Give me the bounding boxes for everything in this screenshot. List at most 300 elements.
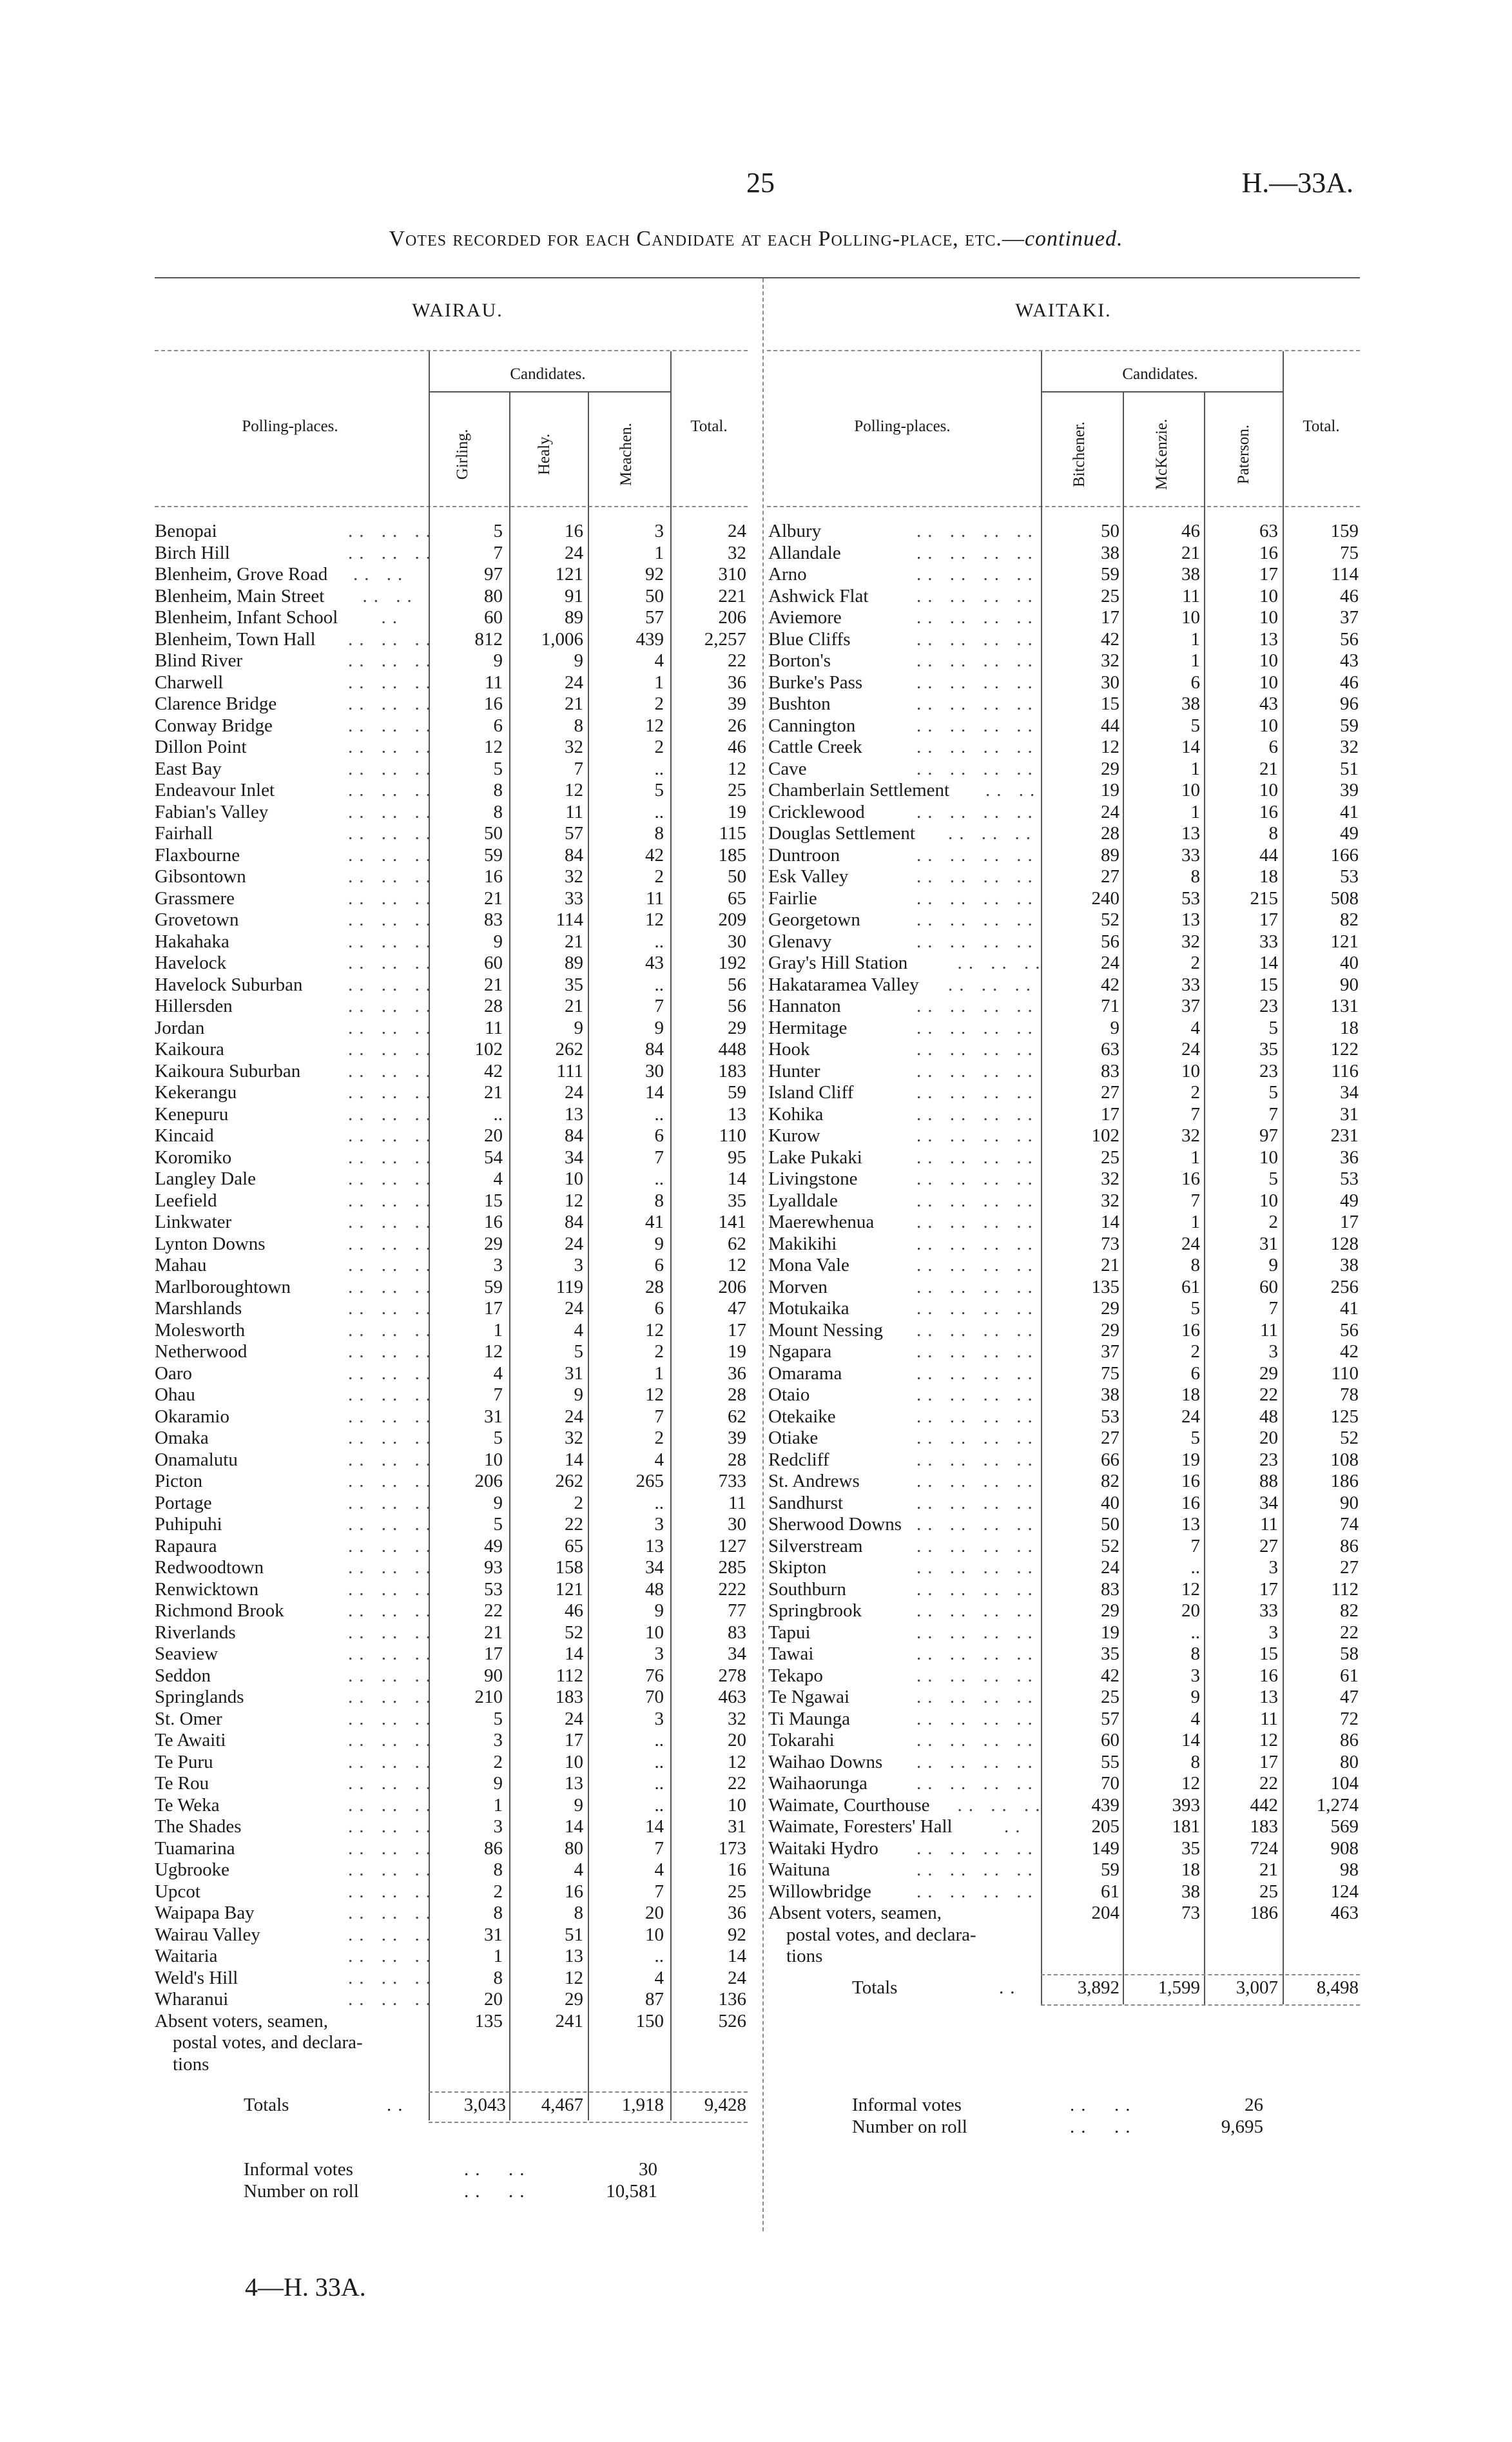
polling-place-name: Livingstone — [768, 1168, 858, 1189]
vote-cell: 8 — [1190, 1751, 1200, 1772]
vote-cell: 2 — [1190, 1341, 1200, 1362]
total-cell: 24 — [728, 521, 746, 541]
wairau-row — [155, 845, 748, 867]
vote-cell: 3 — [493, 1730, 503, 1750]
waitaki-row — [768, 780, 1361, 802]
vote-cell: 439 — [635, 628, 664, 650]
vote-cell: 35 — [1259, 1039, 1278, 1060]
leader-dots: .. .. .. .. — [916, 1492, 1039, 1513]
vote-cell: 90 — [484, 1665, 503, 1686]
wairau-polling-header: Polling-places. — [242, 418, 338, 435]
vote-cell: 2 — [574, 1492, 583, 1513]
vote-cell: 9 — [574, 1384, 583, 1405]
leader-dots: .. .. .. .. — [916, 996, 1039, 1016]
total-cell: 908 — [1330, 1837, 1359, 1859]
vote-cell: 28 — [645, 1276, 664, 1297]
vote-cell: 60 — [484, 607, 503, 628]
vote-cell: 44 — [1259, 844, 1278, 866]
leader-dots: .. .. — [362, 585, 418, 606]
vote-cell: 27 — [1259, 1535, 1278, 1556]
waitaki-row — [768, 1277, 1361, 1299]
vote-cell: 7 — [493, 1384, 503, 1405]
polling-place-name: Blue Cliffs — [768, 628, 851, 650]
vote-cell: 24 — [1101, 1557, 1119, 1578]
vote-cell: 2 — [1268, 1212, 1278, 1232]
wairau-row — [155, 1298, 748, 1320]
polling-place-name: St. Andrews — [768, 1471, 860, 1491]
vote-cell: 59 — [1101, 1859, 1119, 1880]
total-cell: 39 — [728, 1428, 746, 1448]
vote-cell: 20 — [484, 1989, 503, 2010]
total-cell: 56 — [728, 974, 746, 995]
vote-cell: 1 — [654, 542, 664, 563]
vote-cell: 8 — [654, 823, 664, 844]
vote-cell: 3 — [493, 1816, 503, 1837]
total-cell: 22 — [728, 1773, 746, 1794]
total-cell: 83 — [728, 1622, 746, 1643]
vote-cell: 9 — [493, 1492, 503, 1513]
leader-dots: .. .. .. — [348, 1578, 437, 1600]
waitaki-row — [768, 1234, 1361, 1255]
vote-cell: 50 — [484, 823, 503, 844]
leader-dots: .. .. .. .. — [916, 1557, 1039, 1578]
wairau-row — [155, 715, 748, 737]
vote-cell: 439 — [1091, 1794, 1119, 1816]
vote-cell: 25 — [1101, 1147, 1119, 1168]
leader-dots: .. .. .. .. — [916, 844, 1039, 866]
vote-cell: 158 — [555, 1557, 583, 1578]
vote-cell: .. — [654, 1730, 664, 1750]
leader-dots: .. .. .. — [348, 1471, 437, 1491]
vote-cell: 22 — [1259, 1384, 1278, 1405]
waitaki-totals-bottom-rule — [1041, 2004, 1360, 2006]
polling-place-name: Ngapara — [768, 1341, 832, 1362]
total-cell: 14 — [728, 1946, 746, 1966]
vote-cell: 1 — [1190, 801, 1200, 822]
polling-place-name: Marlboroughtown — [155, 1276, 291, 1297]
vote-cell: 5 — [1190, 715, 1200, 736]
polling-place-name: Otiake — [768, 1428, 819, 1448]
total-cell: 96 — [1340, 693, 1359, 714]
polling-place-name: Langley Dale — [155, 1168, 257, 1189]
vote-cell: 35 — [1181, 1837, 1200, 1859]
vote-cell: 1 — [1190, 1212, 1200, 1232]
total-cell: 95 — [728, 1147, 746, 1168]
vote-cell: 70 — [1101, 1773, 1119, 1794]
polling-place-name: Waituna — [768, 1859, 830, 1880]
waitaki-row — [768, 1730, 1361, 1752]
vote-cell: 11 — [565, 801, 583, 822]
total-cell: 75 — [1340, 542, 1359, 563]
polling-place-name: Flaxbourne — [155, 844, 240, 866]
leader-dots: .. .. .. — [348, 758, 437, 779]
leader-dots: .. .. .. — [348, 1255, 437, 1275]
wairau-row — [155, 543, 748, 565]
polling-place-name: Cave — [768, 758, 807, 779]
waitaki-row — [768, 1212, 1361, 1234]
total-cell: 78 — [1340, 1384, 1359, 1405]
vote-cell: 21 — [1181, 542, 1200, 563]
polling-place-name: Te Ngawai — [768, 1687, 849, 1707]
vote-cell: 5 — [493, 521, 503, 541]
vote-cell: 18 — [1259, 866, 1278, 887]
wairau-roll-value: 10,581 — [606, 2181, 657, 2202]
leader-dots: .. .. .. — [348, 1687, 437, 1707]
waitaki-row — [768, 1795, 1361, 1817]
polling-place-name: Borton's — [768, 650, 831, 671]
total-cell: 110 — [719, 1125, 746, 1146]
vote-cell: 206 — [474, 1471, 503, 1491]
vote-cell: 16 — [1181, 1168, 1200, 1189]
vote-cell: 59 — [484, 1276, 503, 1297]
vote-cell: 63 — [1101, 1039, 1119, 1060]
total-cell: 62 — [728, 1406, 746, 1427]
vote-cell: 24 — [565, 672, 583, 693]
polling-place-name: Allandale — [768, 542, 841, 563]
leader-dots: .. .. .. — [348, 974, 437, 995]
wairau-roll-label: Number on roll — [244, 2181, 359, 2202]
polling-place-name: Willowbridge — [768, 1881, 871, 1902]
leader-dots: .. .. .. — [348, 650, 437, 671]
vote-cell: 1,006 — [541, 628, 583, 650]
polling-place-name: Linkwater — [155, 1212, 232, 1232]
vote-cell: .. — [654, 758, 664, 779]
vote-cell: 31 — [484, 1406, 503, 1427]
total-cell: 121 — [1330, 931, 1359, 952]
vote-cell: 4 — [654, 1967, 664, 1988]
vote-cell: 3 — [574, 1255, 583, 1275]
vote-cell: 21 — [1101, 1255, 1119, 1275]
vote-cell: 7 — [1190, 1190, 1200, 1211]
vote-cell: 5 — [493, 1514, 503, 1535]
leader-dots: .. .. .. .. — [916, 1276, 1039, 1297]
waitaki-row — [768, 1104, 1361, 1126]
vote-cell: 33 — [1259, 931, 1278, 952]
leader-dots: .. .. .. — [348, 1492, 437, 1513]
vote-cell: 210 — [474, 1687, 503, 1707]
leader-dots: .. .. .. — [348, 693, 437, 714]
waitaki-header-rule — [767, 350, 1360, 351]
polling-place-name: Kaikoura Suburban — [155, 1060, 301, 1081]
leader-dots: .. .. .. — [348, 1837, 437, 1859]
polling-place-name: Omaka — [155, 1428, 209, 1448]
vote-cell: 50 — [1101, 1514, 1119, 1535]
wairau-total-header: Total. — [690, 418, 728, 435]
leader-dots: .. .. .. .. — [916, 1298, 1039, 1319]
total-cell: 114 — [1331, 564, 1359, 585]
vote-cell: 38 — [1101, 542, 1119, 563]
polling-place-name: Lake Pukaki — [768, 1147, 862, 1168]
total-cell: 28 — [728, 1384, 746, 1405]
polling-place-name: Otaio — [768, 1384, 810, 1405]
vote-cell: 11 — [646, 887, 664, 909]
vote-cell: 4 — [574, 1319, 583, 1341]
vote-cell: 8 — [493, 1967, 503, 1988]
leader-dots: .. .. .. — [348, 1060, 437, 1081]
vote-cell: 53 — [1181, 887, 1200, 909]
polling-place-name: Waimate, Courthouse — [768, 1794, 930, 1816]
total-cell: 36 — [728, 1362, 746, 1384]
waitaki-row — [768, 1082, 1361, 1104]
polling-place-name: Marshlands — [155, 1298, 242, 1319]
vote-cell: 86 — [484, 1837, 503, 1859]
waitaki-row — [768, 543, 1361, 565]
vote-cell: .. — [654, 1773, 664, 1794]
polling-place-name: East Bay — [155, 758, 222, 779]
leader-dots: .. .. .. .. — [916, 1017, 1039, 1038]
waitaki-row — [768, 1514, 1361, 1536]
polling-place-name: Endeavour Inlet — [155, 780, 275, 800]
total-cell: 14 — [728, 1168, 746, 1189]
vote-cell: 2 — [654, 1428, 664, 1448]
leader-dots: .. .. .. .. — [916, 1319, 1039, 1341]
waitaki-totals-label: Totals — [852, 1977, 898, 1998]
total-cell: 86 — [1340, 1730, 1359, 1750]
polling-place-name: Waitaria — [155, 1946, 218, 1966]
total-cell: 19 — [728, 1341, 746, 1362]
vote-cell: 84 — [565, 844, 583, 866]
waitaki-row — [768, 909, 1361, 931]
polling-place-name: Skipton — [768, 1557, 827, 1578]
vote-cell: 3 — [1190, 1665, 1200, 1686]
vote-cell: 14 — [645, 1816, 664, 1837]
total-cell: 49 — [1340, 823, 1359, 844]
vote-cell: 23 — [1259, 1060, 1278, 1081]
wairau-total-healy: 4,467 — [541, 2095, 583, 2115]
polling-place-name: Riverlands — [155, 1622, 236, 1643]
vote-cell: 35 — [1101, 1643, 1119, 1664]
vote-cell: 16 — [1259, 801, 1278, 822]
vote-cell: 29 — [1101, 758, 1119, 779]
vote-cell: 93 — [484, 1557, 503, 1578]
polling-place-name: Renwicktown — [155, 1578, 259, 1600]
polling-place-name: Motukaika — [768, 1298, 849, 1319]
leader-dots: .. .. .. — [348, 1017, 437, 1038]
total-cell: 34 — [1340, 1082, 1359, 1103]
total-cell: 166 — [1330, 844, 1359, 866]
vote-cell: 38 — [1181, 1881, 1200, 1902]
total-cell: 22 — [1340, 1622, 1359, 1643]
vote-cell: 97 — [484, 564, 503, 585]
vote-cell: 25 — [1259, 1881, 1278, 1902]
leader-dots: .. .. .. — [348, 1190, 437, 1211]
vote-cell: 10 — [565, 1168, 583, 1189]
vote-cell: 6 — [1190, 1362, 1200, 1384]
waitaki-row — [768, 1449, 1361, 1471]
vote-cell: 13 — [1259, 628, 1278, 650]
vote-cell: 21 — [484, 974, 503, 995]
vote-cell: 54 — [484, 1147, 503, 1168]
total-cell: 80 — [1340, 1751, 1359, 1772]
vote-cell: 8 — [654, 1190, 664, 1211]
vote-cell: 76 — [645, 1665, 664, 1686]
vote-cell: 29 — [565, 1989, 583, 2010]
total-cell: 32 — [1340, 737, 1359, 757]
polling-place-name: Rapaura — [155, 1535, 217, 1556]
total-cell: 34 — [728, 1643, 746, 1664]
leader-dots: .. .. .. — [948, 974, 1037, 995]
vote-cell: .. — [493, 1103, 503, 1125]
vote-cell: 87 — [645, 1989, 664, 2010]
total-cell: 40 — [1340, 953, 1359, 973]
vote-cell: 21 — [565, 931, 583, 952]
leader-dots: .. .. .. — [348, 628, 437, 650]
vote-cell: 12 — [1181, 1578, 1200, 1600]
vote-cell: 16 — [565, 1881, 583, 1902]
leader-dots: .. .. .. .. — [916, 715, 1039, 736]
leader-dots: .. .. .. — [348, 672, 437, 693]
total-cell: 56 — [728, 996, 746, 1016]
vote-cell: 41 — [645, 1212, 664, 1232]
wairau-candidates-rule — [429, 391, 670, 392]
wairau-candidate-3: Meachen. — [617, 423, 635, 486]
total-cell: 56 — [1340, 628, 1359, 650]
vote-cell: 3 — [654, 521, 664, 541]
vote-cell: 15 — [1259, 1643, 1278, 1664]
total-cell: 185 — [718, 844, 746, 866]
vote-cell: 3 — [654, 1643, 664, 1664]
absent-value: 150 — [635, 2010, 664, 2031]
wairau-informal-label: Informal votes — [244, 2159, 353, 2180]
vote-cell: 10 — [1181, 1060, 1200, 1081]
total-cell: 51 — [1340, 758, 1359, 779]
vote-cell: 11 — [1182, 585, 1200, 606]
vote-cell: 32 — [1101, 1168, 1119, 1189]
waitaki-row — [768, 1363, 1361, 1385]
leader-dots: .. .. .. .. — [916, 866, 1039, 887]
vote-cell: 17 — [1259, 564, 1278, 585]
leader-dots: .. .. .. — [348, 1665, 437, 1686]
leader-dots: .. .. — [353, 564, 409, 585]
total-cell: 24 — [728, 1967, 746, 1988]
vote-cell: 12 — [645, 1319, 664, 1341]
vote-cell: 63 — [1259, 521, 1278, 541]
wairau-row — [155, 1320, 748, 1342]
total-cell: 285 — [718, 1557, 746, 1578]
wairau-header-rule — [155, 350, 748, 351]
total-cell: 11 — [728, 1492, 746, 1513]
leader-dots: .. .. .. .. — [916, 1730, 1039, 1750]
vote-cell: .. — [654, 1751, 664, 1772]
vote-cell: 29 — [484, 1233, 503, 1254]
wairau-row — [155, 1709, 748, 1730]
total-cell: 36 — [1340, 1147, 1359, 1168]
vote-cell: 121 — [555, 564, 583, 585]
polling-place-name: Waitaki Hydro — [768, 1837, 878, 1859]
leader-dots: .. .. .. — [348, 1125, 437, 1146]
waitaki-total-paterson: 3,007 — [1236, 1977, 1278, 1998]
vote-cell: 80 — [484, 585, 503, 606]
vote-cell: 205 — [1091, 1816, 1119, 1837]
waitaki-informal-dots: .. .. — [1070, 2095, 1137, 2115]
polling-place-name: Ugbrooke — [155, 1859, 229, 1880]
absent-value: 463 — [1330, 1903, 1359, 1923]
vote-cell: 97 — [1259, 1125, 1278, 1146]
polling-place-name: Waihao Downs — [768, 1751, 883, 1772]
waitaki-row — [768, 1168, 1361, 1190]
leader-dots: .. .. .. .. — [916, 564, 1039, 585]
wairau-totals-dots: .. — [387, 2095, 409, 2115]
vote-cell: 16 — [565, 521, 583, 541]
vote-cell: 111 — [556, 1060, 583, 1081]
waitaki-row — [768, 759, 1361, 780]
vote-cell: 6 — [654, 1298, 664, 1319]
vote-cell: 20 — [1259, 1428, 1278, 1448]
leader-dots: .. .. .. — [348, 1557, 437, 1578]
total-cell: 125 — [1330, 1406, 1359, 1427]
vote-cell: 49 — [484, 1535, 503, 1556]
leader-dots: .. .. .. .. — [916, 650, 1039, 671]
vote-cell: 27 — [1101, 866, 1119, 887]
waitaki-row — [768, 1816, 1361, 1838]
vote-cell: 21 — [484, 1082, 503, 1103]
vote-cell: 14 — [1101, 1212, 1119, 1232]
leader-dots: .. .. .. — [348, 887, 437, 909]
leader-dots: .. .. .. .. — [916, 1147, 1039, 1168]
vote-cell: 1 — [493, 1319, 503, 1341]
vote-cell: 16 — [1259, 1665, 1278, 1686]
wairau-row — [155, 1190, 748, 1212]
vote-cell: 9 — [1190, 1687, 1200, 1707]
polling-place-name: Hermitage — [768, 1017, 848, 1038]
vote-cell: 42 — [484, 1060, 503, 1081]
total-cell: 124 — [1330, 1881, 1359, 1902]
waitaki-row — [768, 1579, 1361, 1601]
vote-cell: 31 — [1259, 1233, 1278, 1254]
total-cell: 108 — [1330, 1449, 1359, 1470]
vote-cell: 16 — [1259, 542, 1278, 563]
vote-cell: 14 — [1181, 737, 1200, 757]
vote-cell: 38 — [1101, 1384, 1119, 1405]
polling-place-name: Cannington — [768, 715, 856, 736]
vote-cell: 75 — [1101, 1362, 1119, 1384]
total-cell: 128 — [1330, 1233, 1359, 1254]
wairau-row — [155, 607, 748, 629]
polling-place-name: Springbrook — [768, 1600, 862, 1621]
polling-place-name: Kekerangu — [155, 1082, 237, 1103]
vote-cell: 7 — [574, 758, 583, 779]
vote-cell: 17 — [1259, 1751, 1278, 1772]
wairau-row — [155, 1039, 748, 1061]
total-cell: 62 — [728, 1233, 746, 1254]
vote-cell: 13 — [1259, 1687, 1278, 1707]
polling-place-name: Kincaid — [155, 1125, 214, 1146]
leader-dots: .. .. .. .. — [916, 542, 1039, 563]
leader-dots: .. .. — [985, 780, 1042, 800]
vote-cell: 3 — [1268, 1341, 1278, 1362]
waitaki-row — [768, 1428, 1361, 1449]
total-cell: 26 — [728, 715, 746, 736]
leader-dots: .. .. .. — [348, 1233, 437, 1254]
waitaki-row — [768, 521, 1361, 543]
wairau-candidate-2: Healy. — [536, 433, 553, 476]
leader-dots: .. .. .. .. — [916, 1514, 1039, 1535]
wairau-row — [155, 909, 748, 931]
waitaki-total-mckenzie: 1,599 — [1158, 1977, 1200, 1998]
vote-cell: 6 — [1268, 737, 1278, 757]
leader-dots: .. .. .. — [348, 1730, 437, 1750]
waitaki-row — [768, 1406, 1361, 1428]
vote-cell: 83 — [1101, 1060, 1119, 1081]
absent-value: 73 — [1181, 1903, 1200, 1923]
total-cell: 173 — [718, 1837, 746, 1859]
total-cell: 31 — [1340, 1103, 1359, 1125]
wairau-row — [155, 629, 748, 651]
total-cell: 16 — [728, 1859, 746, 1880]
wairau-subheader-rule — [155, 506, 748, 507]
polling-place-name: Lynton Downs — [155, 1233, 266, 1254]
vote-cell: 10 — [565, 1751, 583, 1772]
